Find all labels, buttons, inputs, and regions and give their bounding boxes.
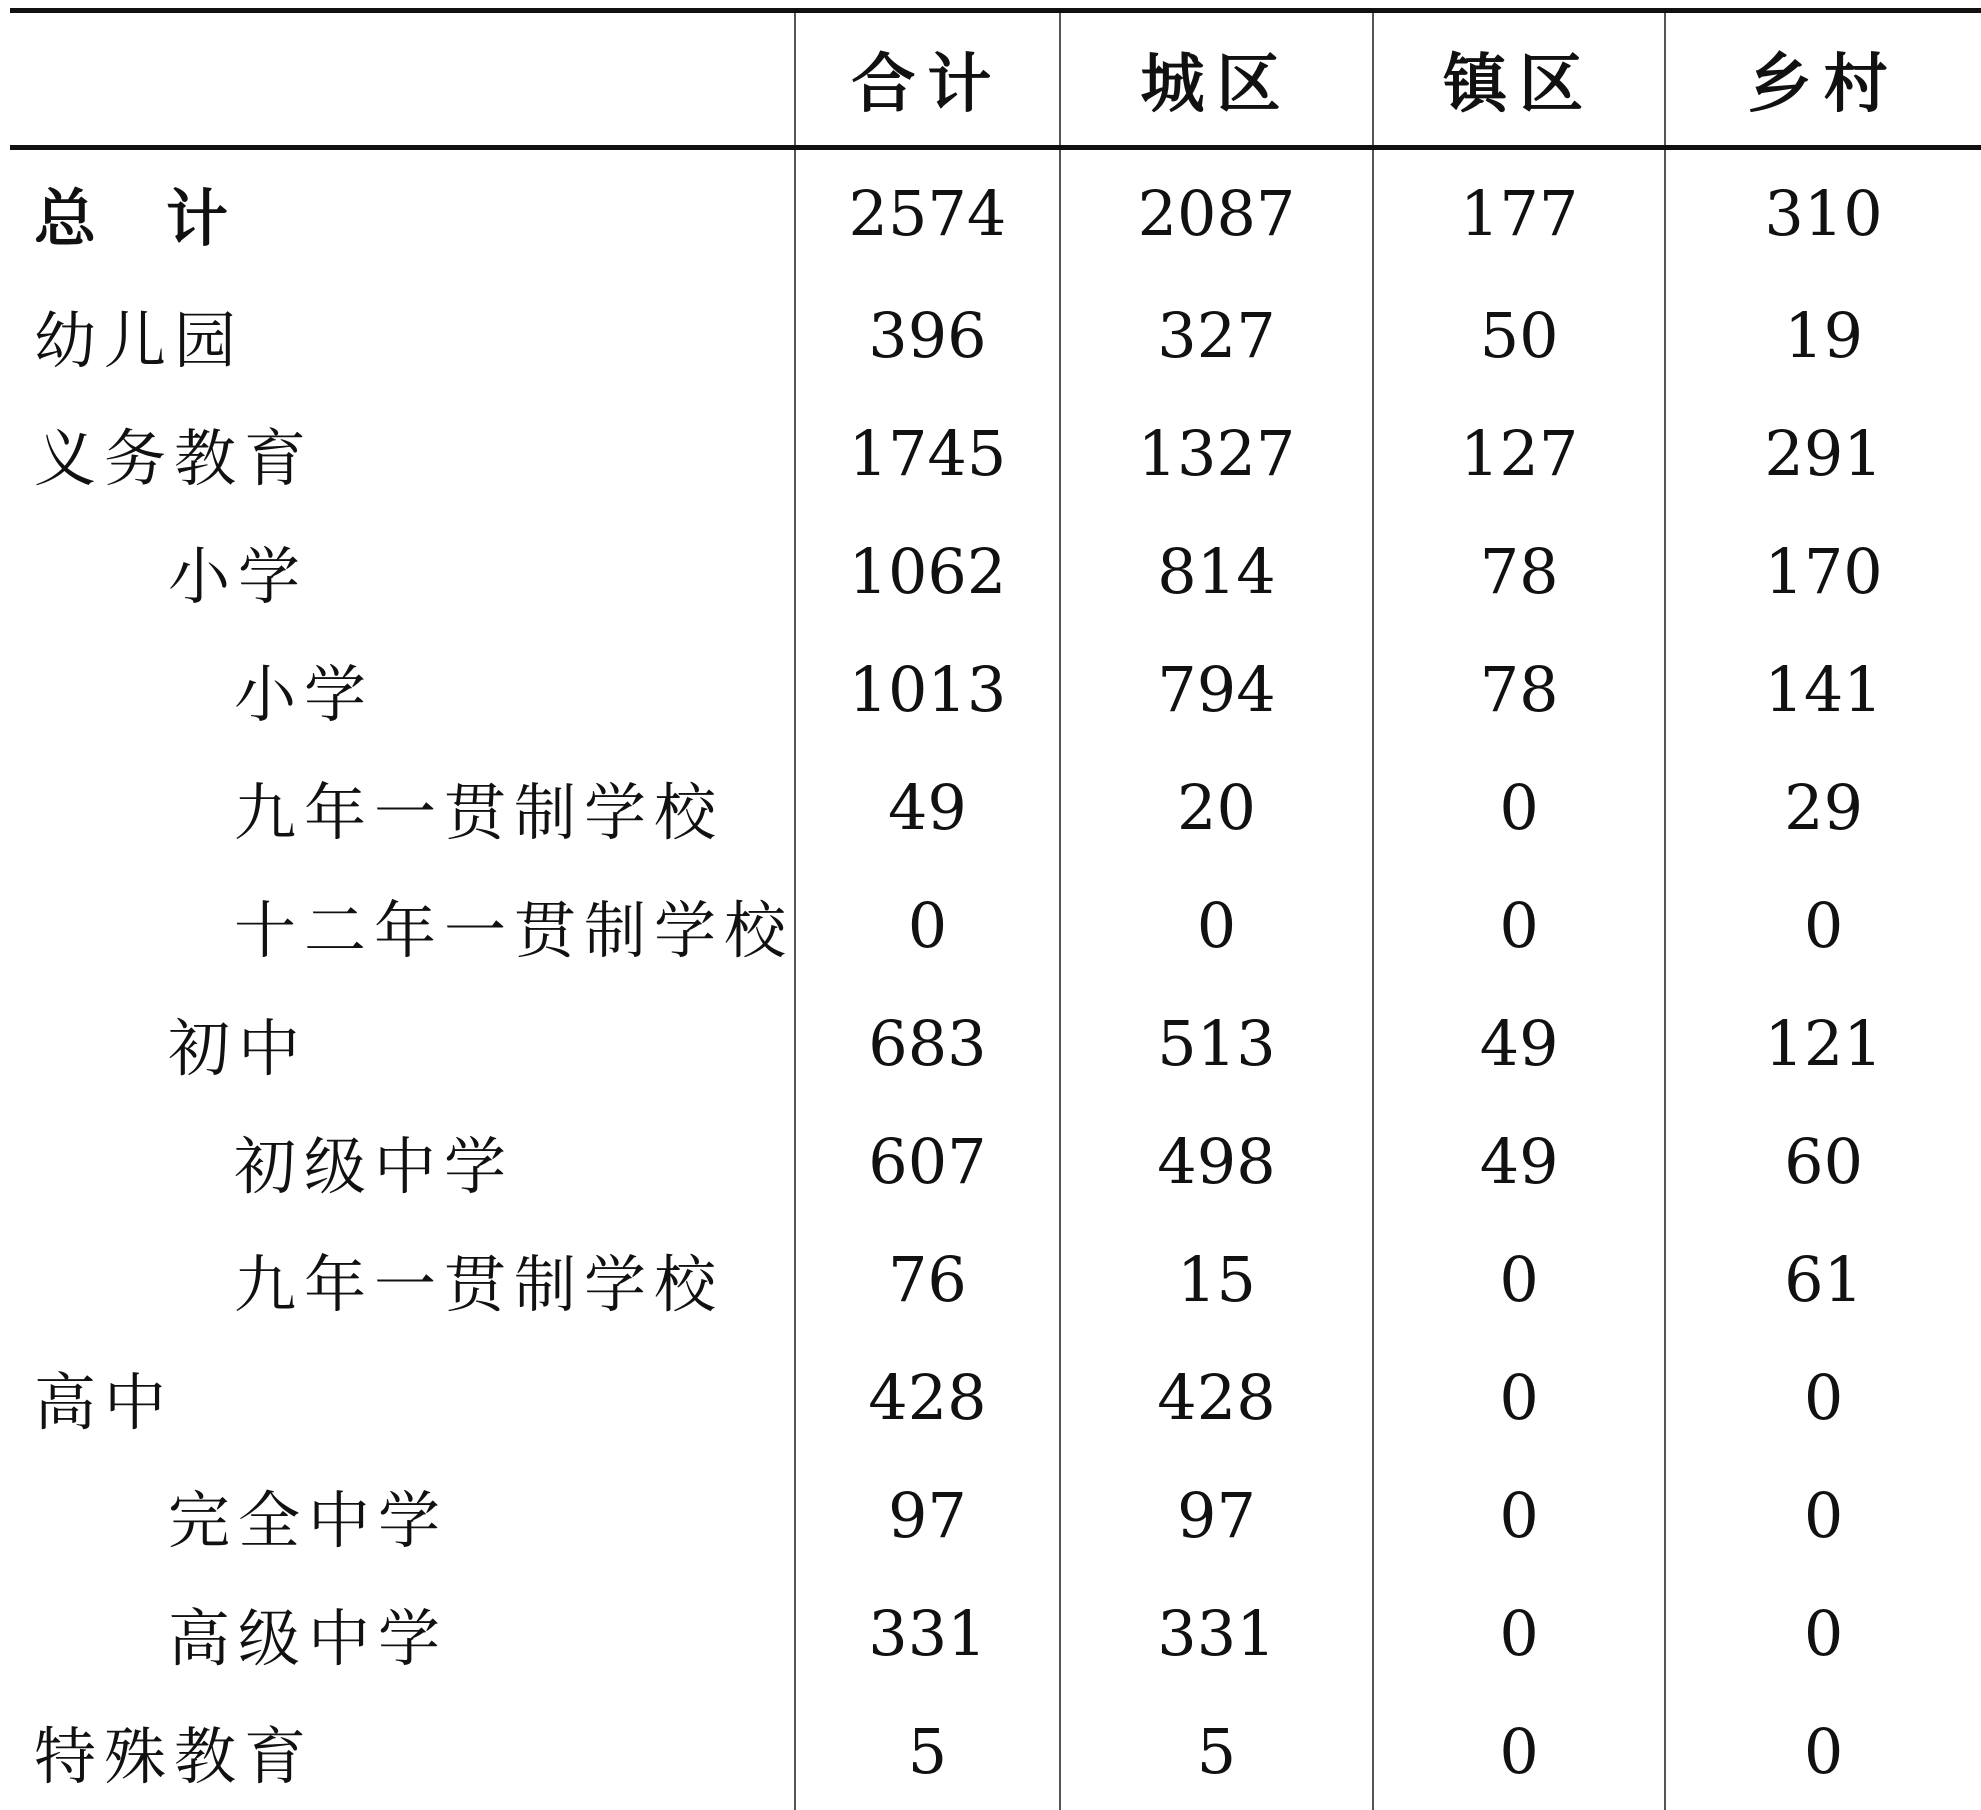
- row-label: 总计: [10, 148, 795, 277]
- cell-town: 50: [1373, 276, 1665, 394]
- table-row: [10, 1338, 1981, 1456]
- cell-town: 127: [1373, 394, 1665, 512]
- cell-city: 327: [1060, 276, 1373, 394]
- cell-town: 0: [1373, 1692, 1665, 1810]
- cell-rural: 0: [1665, 1338, 1981, 1456]
- cell-total: 2574: [795, 148, 1060, 277]
- row-label: 义务教育: [10, 394, 795, 512]
- header-label-column: [10, 11, 795, 148]
- cell-total: 1013: [795, 630, 1060, 748]
- cell-total: 331: [795, 1574, 1060, 1692]
- cell-total: 97: [795, 1456, 1060, 1574]
- cell-city: 331: [1060, 1574, 1373, 1692]
- cell-city: 814: [1060, 512, 1373, 630]
- cell-rural: 60: [1665, 1102, 1981, 1220]
- table-row: [10, 394, 1981, 512]
- row-label: 完全中学: [10, 1456, 795, 1574]
- cell-town: 49: [1373, 1102, 1665, 1220]
- cell-rural: 0: [1665, 1692, 1981, 1810]
- header-town: 镇区: [1373, 11, 1665, 148]
- cell-rural: 29: [1665, 748, 1981, 866]
- cell-total: 396: [795, 276, 1060, 394]
- cell-total: 1062: [795, 512, 1060, 630]
- cell-rural: 0: [1665, 1456, 1981, 1574]
- cell-rural: 291: [1665, 394, 1981, 512]
- table-row: [10, 630, 1981, 748]
- cell-total: 683: [795, 984, 1060, 1102]
- table-row: [10, 866, 1981, 984]
- row-label: 小学: [10, 512, 795, 630]
- cell-total: 5: [795, 1692, 1060, 1810]
- cell-city: 513: [1060, 984, 1373, 1102]
- cell-rural: 0: [1665, 1574, 1981, 1692]
- row-label: 十二年一贯制学校: [10, 866, 795, 984]
- cell-city: 0: [1060, 866, 1373, 984]
- row-label: 小学: [10, 630, 795, 748]
- table-row: [10, 984, 1981, 1102]
- cell-town: 0: [1373, 1456, 1665, 1574]
- header-city: 城区: [1060, 11, 1373, 148]
- cell-town: 78: [1373, 512, 1665, 630]
- cell-town: 0: [1373, 866, 1665, 984]
- school-count-table: [10, 8, 1981, 1810]
- cell-city: 428: [1060, 1338, 1373, 1456]
- cell-total: 1745: [795, 394, 1060, 512]
- row-label: 初中: [10, 984, 795, 1102]
- row-label: 九年一贯制学校: [10, 748, 795, 866]
- cell-rural: 121: [1665, 984, 1981, 1102]
- table-row: [10, 1220, 1981, 1338]
- row-label: 高中: [10, 1338, 795, 1456]
- row-label: 九年一贯制学校: [10, 1220, 795, 1338]
- cell-total: 76: [795, 1220, 1060, 1338]
- header-rural: 乡村: [1665, 11, 1981, 148]
- table-body: [10, 148, 1981, 1810]
- cell-town: 0: [1373, 1338, 1665, 1456]
- table-row: [10, 512, 1981, 630]
- cell-town: 0: [1373, 1574, 1665, 1692]
- table-row: [10, 1102, 1981, 1220]
- cell-rural: 141: [1665, 630, 1981, 748]
- cell-town: 78: [1373, 630, 1665, 748]
- cell-town: 49: [1373, 984, 1665, 1102]
- cell-town: 177: [1373, 148, 1665, 277]
- cell-town: 0: [1373, 748, 1665, 866]
- table-row: [10, 1692, 1981, 1810]
- table-row: [10, 748, 1981, 866]
- table-header-row: [10, 11, 1981, 148]
- cell-city: 20: [1060, 748, 1373, 866]
- cell-city: 2087: [1060, 148, 1373, 277]
- cell-city: 498: [1060, 1102, 1373, 1220]
- table-row: [10, 1456, 1981, 1574]
- row-label: 幼儿园: [10, 276, 795, 394]
- cell-city: 794: [1060, 630, 1373, 748]
- cell-city: 97: [1060, 1456, 1373, 1574]
- cell-rural: 170: [1665, 512, 1981, 630]
- row-label: 初级中学: [10, 1102, 795, 1220]
- header-total: 合计: [795, 11, 1060, 148]
- row-label: 特殊教育: [10, 1692, 795, 1810]
- cell-rural: 310: [1665, 148, 1981, 277]
- cell-city: 1327: [1060, 394, 1373, 512]
- table-row: [10, 1574, 1981, 1692]
- cell-city: 15: [1060, 1220, 1373, 1338]
- cell-total: 607: [795, 1102, 1060, 1220]
- table-row: [10, 148, 1981, 277]
- cell-rural: 61: [1665, 1220, 1981, 1338]
- cell-rural: 0: [1665, 866, 1981, 984]
- table-row: [10, 276, 1981, 394]
- cell-city: 5: [1060, 1692, 1373, 1810]
- cell-total: 428: [795, 1338, 1060, 1456]
- cell-total: 49: [795, 748, 1060, 866]
- cell-total: 0: [795, 866, 1060, 984]
- row-label: 高级中学: [10, 1574, 795, 1692]
- cell-rural: 19: [1665, 276, 1981, 394]
- cell-town: 0: [1373, 1220, 1665, 1338]
